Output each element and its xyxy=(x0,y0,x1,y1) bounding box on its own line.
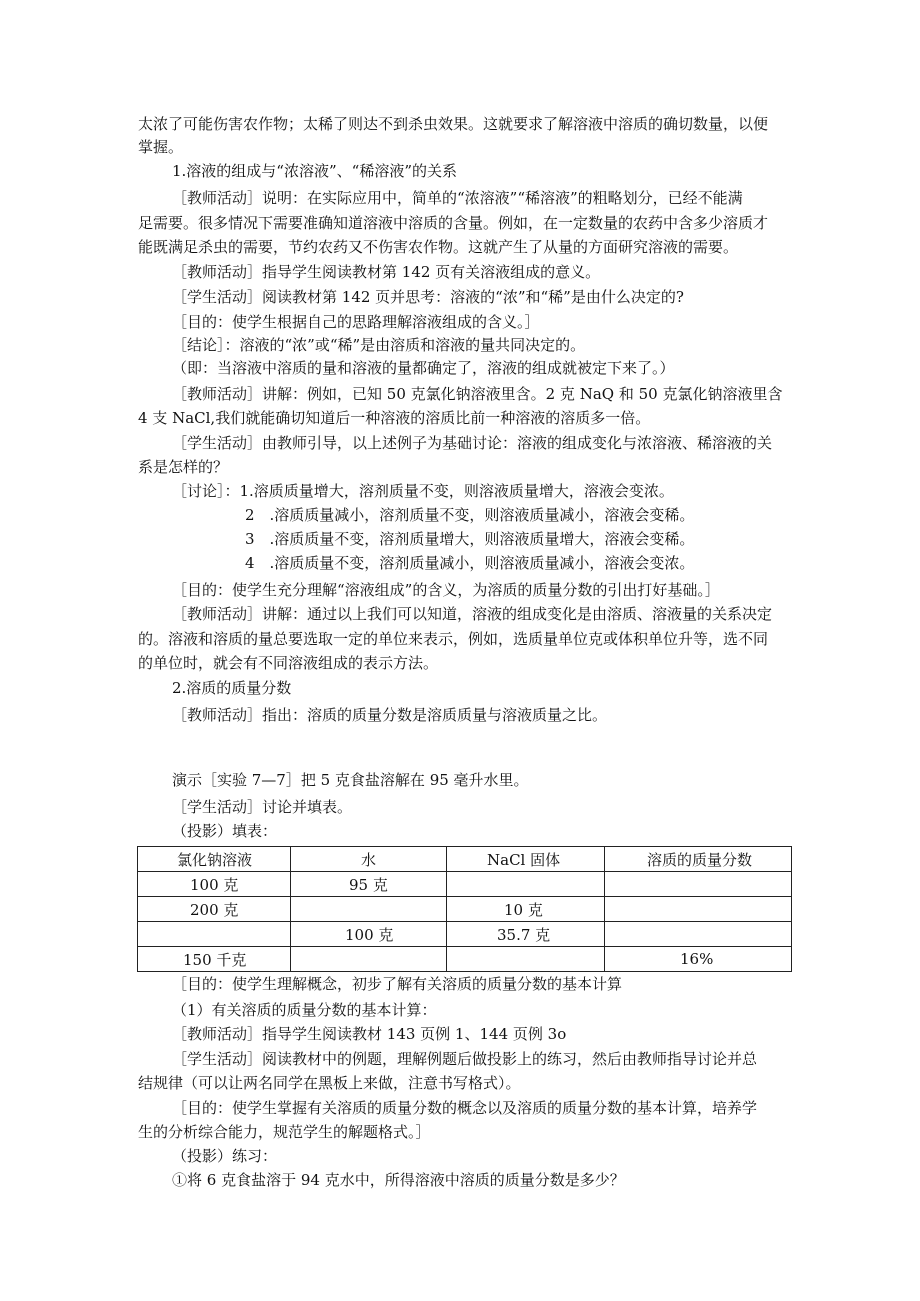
table-cell xyxy=(447,947,605,972)
table-cell: 100 克 xyxy=(138,872,291,897)
paragraph-line: （即：当溶液中溶质的量和溶液的量都确定了，溶液的组成就被定下来了。） xyxy=(172,359,675,377)
paragraph-line: （投影）填表： xyxy=(172,822,278,840)
paragraph-line: ［目的：使学生充分理解“溶液组成”的含义，为溶质的质量分数的引出打好基础。］ xyxy=(172,581,720,599)
table-cell: 16% xyxy=(605,947,792,972)
paragraph-line: ［教师活动］讲解：通过以上我们可以知道，溶液的组成变化是由溶质、溶液量的关系决定 xyxy=(172,605,773,623)
table-cell: 95 克 xyxy=(291,872,447,897)
table-cell xyxy=(291,947,447,972)
paragraph-line: （1）有关溶质的质量分数的基本计算： xyxy=(172,1001,437,1019)
paragraph-line: 的。溶液和溶质的量总要选取一定的单位来表示，例如，选质量单位克或体积单位升等，选不同 xyxy=(138,630,769,648)
table-cell xyxy=(291,897,447,922)
paragraph-line: 生的分析综合能力，规范学生的解题格式。］ xyxy=(138,1123,431,1141)
paragraph-line: ［学生活动］由教师引导，以上述例子为基础讨论：溶液的组成变化与浓溶液、稀溶液的关 xyxy=(172,434,773,452)
table-header-cell: 水 xyxy=(291,847,447,872)
table-header-row xyxy=(138,847,792,872)
paragraph-line: ［教师活动］指导学生阅读教材 143 页例 1、144 页例 3o xyxy=(172,1025,567,1043)
paragraph-line: 太浓了可能伤害农作物；太稀了则达不到杀虫效果。这就要求了解溶液中溶质的确切数量，以便 xyxy=(138,115,769,133)
paragraph-line: 结规律（可以让两名同学在黑板上来做，注意书写格式）。 xyxy=(138,1074,521,1092)
paragraph-line: 掌握。 xyxy=(138,138,184,156)
paragraph-line: ［目的：使学生掌握有关溶质的质量分数的概念以及溶质的质量分数的基本计算，培养学 xyxy=(172,1099,758,1117)
fill-in-table xyxy=(137,846,787,972)
paragraph-line: ［结论］：溶液的“浓”或“稀”是由溶质和溶液的量共同决定的。 xyxy=(172,336,586,354)
discussion-line: ［讨论］：1.溶质质量增大，溶剂质量不变，则溶液质量增大，溶液会变浓。 xyxy=(172,482,674,500)
discussion-line: 4 .溶质质量不变，溶剂质量减小，则溶液质量减小，溶液会变浓。 xyxy=(245,554,695,572)
paragraph-line: 的单位时，就会有不同溶液组成的表示方法。 xyxy=(138,654,439,672)
table-cell: 100 克 xyxy=(291,922,447,947)
table-header-cell: 溶质的质量分数 xyxy=(605,847,792,872)
paragraph-line: ［教师活动］讲解：例如，已知 50 克氯化钠溶液里含。2 克 NaQ 和 50 克氯化钠溶液里含 xyxy=(172,385,783,403)
discussion-line: 2 .溶质质量减小，溶剂质量不变，则溶液质量减小，溶液会变稀。 xyxy=(245,506,695,524)
table-cell xyxy=(605,922,792,947)
paragraph-line: 演示［实验 7—7］把 5 克食盐溶解在 95 毫升水里。 xyxy=(172,771,529,789)
paragraph-line: 系是怎样的？ xyxy=(138,458,229,476)
paragraph-line: 能既满足杀虫的需要，节约农药又不伤害农作物。这就产生了从量的方面研究溶液的需要。 xyxy=(138,238,739,256)
table-header-cell: 氯化钠溶液 xyxy=(138,847,291,872)
paragraph-line: ［学生活动］阅读教材中的例题，理解例题后做投影上的练习，然后由教师指导讨论并总 xyxy=(172,1050,758,1068)
table-cell: 35.7 克 xyxy=(447,922,605,947)
paragraph-line: ［目的：使学生理解概念，初步了解有关溶质的质量分数的基本计算 xyxy=(172,975,623,993)
table-row xyxy=(138,922,792,947)
paragraph-line: ［教师活动］指出：溶质的质量分数是溶质质量与溶液质量之比。 xyxy=(172,706,608,724)
table-cell: 200 克 xyxy=(138,897,291,922)
table-cell xyxy=(138,922,291,947)
table-cell xyxy=(605,897,792,922)
paragraph-line: 足需要。很多情况下需要准确知道溶液中溶质的含量。例如，在一定数量的农药中含多少溶质才 xyxy=(138,214,769,232)
paragraph-line: ①将 6 克食盐溶于 94 克水中，所得溶液中溶质的质量分数是多少？ xyxy=(172,1171,625,1189)
table-cell: 150 千克 xyxy=(138,947,291,972)
paragraph-line: ［教师活动］说明：在实际应用中，简单的“浓溶液”“稀溶液”的粗略划分，已经不能满 xyxy=(172,189,743,207)
table-row xyxy=(138,872,792,897)
table-row xyxy=(138,897,792,922)
discussion-line: 3 .溶质质量不变，溶剂质量增大，则溶液质量增大，溶液会变稀。 xyxy=(245,530,695,548)
table-cell: 10 克 xyxy=(447,897,605,922)
paragraph-line: 4 支 NaCl,我们就能确切知道后一种溶液的溶质比前一种溶液的溶质多一倍。 xyxy=(138,409,651,427)
section-heading: 1.溶液的组成与“浓溶液”、“稀溶液”的关系 xyxy=(172,162,457,180)
paragraph-line: （投影）练习： xyxy=(172,1147,278,1165)
table-cell xyxy=(605,872,792,897)
paragraph-line: ［目的：使学生根据自己的思路理解溶液组成的含义。］ xyxy=(172,313,540,331)
table-row xyxy=(138,947,792,972)
section-heading: 2.溶质的质量分数 xyxy=(172,679,292,697)
table-header-cell: NaCl 固体 xyxy=(447,847,605,872)
paragraph-line: ［教师活动］指导学生阅读教材第 142 页有关溶液组成的意义。 xyxy=(172,263,601,281)
table-cell xyxy=(447,872,605,897)
paragraph-line: ［学生活动］阅读教材第 142 页并思考：溶液的“浓”和“稀”是由什么决定的? xyxy=(172,288,684,306)
paragraph-line: ［学生活动］讨论并填表。 xyxy=(172,798,353,816)
solution-table xyxy=(137,846,792,972)
